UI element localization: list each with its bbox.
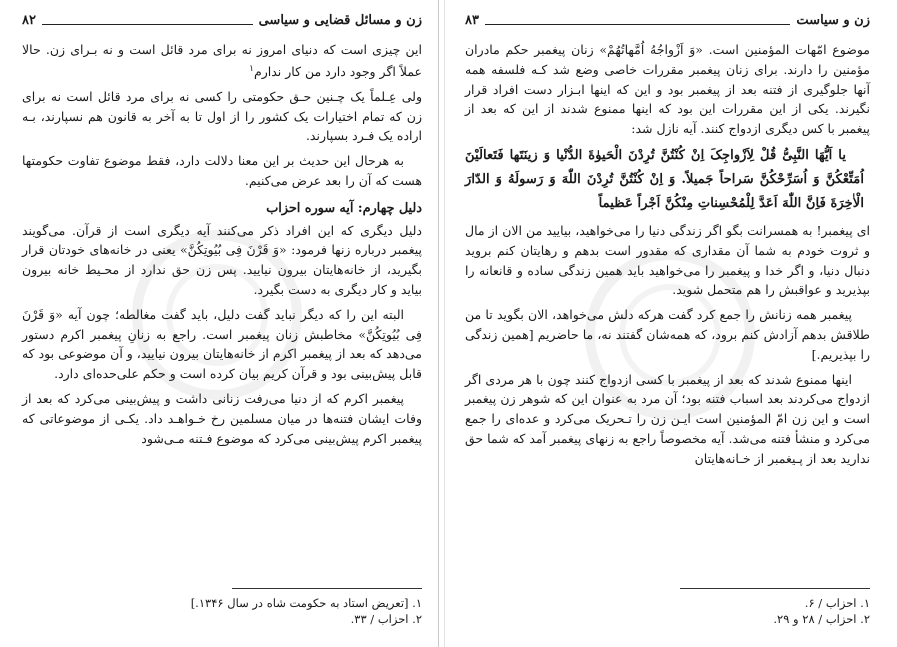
paragraph: ای پیغمبر! به همسرانت بگو اگر زندگی دنیا را می‌خواهید، بیایید من الان از مال و ثروت خودم به شما آن مقداری که مقدور است بدهم و رهایتان کنم بروید دنبال دنیا، و اگر خدا و پیغمبر را می‌خواهید باید همین زندگی ساده و قانعانه را بپذیرید و عواقبش را هم متحمل شوید. bbox=[465, 222, 870, 298]
footnotes bbox=[465, 588, 870, 627]
footnote: ۱. [تعریض استاد به حکومت شاه در سال ۱۳۴۶.] bbox=[190, 596, 422, 610]
footnote: ۲. احزاب / ۳۳. bbox=[350, 612, 422, 626]
paragraph: اینها ممنوع شدند که بعد از پیغمبر با کسی ازدواج کنند چون با هر مردی اگر ازدواج می‌کردند بعد اسباب فتنه بود؛ آن مرد به عنوان این که شوهر زن پیغمبر است و این زن امّ المؤمنین است ایـن زن را تـحریک می‌کرد و عده‌ای را جمع می‌کرد و منشأ فتنه می‌شد. آیه مخصوصاً راجع به زنهای پیغمبر آمد که شما حق ندارید بعد از پـیغمبر از خـانه‌هایتان bbox=[465, 371, 870, 466]
page-number: ۸۲ bbox=[22, 12, 36, 28]
page-header bbox=[465, 10, 870, 30]
footnote: ۲. احزاب / ۲۸ و ۲۹. bbox=[773, 612, 870, 626]
header-rule bbox=[42, 16, 253, 25]
section-heading: دلیل چهارم: آیه سوره احزاب bbox=[266, 200, 422, 216]
paragraph: البته این را که دیگر نباید گفت دلیل، باید گفت مغالطه؛ چون آیه «وَ قَرْنَ فِی بُیُوتِکُنَّ» مخاطبش زنان پیغمبر است. راجع به زنانِ پیغمبر اکرم دستور می‌دهد که بعد از پیغمبر اکرم از خانه‌هایتان بیرون نیایید، و آن موضوعی بود که قابل پیش‌بینی بود و قرآن کریم بیان کرده است و حکم علی‌حده‌ای دارد. bbox=[21, 306, 422, 382]
quran-verse: یا اَیُّهَا النَّبِیُّ قُلْ لِاَزْواجِکَ اِنْ کُنْتُنَّ تُرِدْنَ الْحَیوٰةَ الدُّنْیا وَ زینَتَها فَتَعالَیْنَ اُمَتِّعْکُنَّ وَ اُسَرِّحْکُنَّ سَراحاً جَمیلاً. وَ اِنْ کُنْتُنَّ تُرِدْنَ اللّٰهَ وَ رَسولَهُ وَ الدّارَ الْاٰخِرَةَ فَاِنَّ اللّٰهَ اَعَدَّ لِلْمُحْسِناتِ مِنْکُنَّ اَجْراً عَظیماً bbox=[465, 147, 864, 211]
footnote: ۱. احزاب / ۶. bbox=[804, 596, 870, 610]
paragraph: پیغمبر اکرم که از دنیا می‌رفت زنانی داشت و پیش‌بینی می‌کرد که بعد از وفات ایشان فتنه‌ها در میان مسلمین رخ خـواهـد داد. یکـی از موضوعاتی که پیغمبر اکرم پیش‌بینی می‌کرد که موضوع فـتنه مـی‌شود bbox=[22, 390, 422, 446]
paragraph: پیغمبر همه زنانش را جمع کرد گفت هرکه دلش می‌خواهد، الان بگوید تا من طلاقش بدهم آزادش کنم برود، که همه‌شان گفتند نه، ما حاضریم [همین زندگی را بپذیریم.] bbox=[465, 307, 870, 362]
page-header bbox=[22, 10, 422, 30]
running-title: زن و سیاست bbox=[796, 12, 870, 28]
paragraph: این چیزی است که دنیای امروز نه برای مرد قائل است و نه بـرای زن. حالا عملاً اگر وجود دارد من کار ندارم$^۱$ bbox=[22, 42, 422, 79]
paragraph: به هرحال این حدیث بر این معنا دلالت دارد، فقط موضوع تفاوت حکومتها هست که آن را بعد عرض می‌کنیم. bbox=[22, 153, 422, 188]
footnote-rule bbox=[232, 588, 422, 589]
page-body bbox=[465, 40, 870, 577]
running-title: زن و مسائل قضایی و سیاسی bbox=[258, 12, 422, 28]
footnote-rule bbox=[680, 588, 870, 589]
right-page bbox=[465, 0, 870, 647]
header-rule bbox=[485, 16, 790, 25]
gutter-line bbox=[444, 0, 445, 647]
page-body bbox=[22, 40, 422, 577]
paragraph: ولی عِـلماً یک چـنین حـق حکومتی را کسی نه برای مرد قائل است نه برای زن که تمام اختیارات یک کشور را از اول تا به آخر به قانون هم نسپارند، بـه اراده یک فـرد بسپارند. bbox=[22, 88, 422, 144]
paragraph: دلیل دیگری که این افراد ذکر می‌کنند آیه دیگری است از قرآن. می‌گویند پیغمبر درباره زنها فرمود: «وَ قَرْنَ فِی بُیُوتِکُنَّ» یعنی در خانه‌های خودتان قرار بگیرید، از خانه‌هایتان بیرون نیایید. پس زن حق ندارد از محـیط خانه بیرون بیاید و کار دیگری به دست بگیرد. bbox=[22, 222, 422, 297]
left-page bbox=[22, 0, 422, 647]
gutter-line bbox=[438, 0, 439, 647]
footnotes bbox=[22, 588, 422, 627]
paragraph: موضوع امّهات المؤمنین است. «وَ اَزْواجُهُ اُمَّهاتُهُمْ» زنان پیغمبر حکم مادران مؤمنین را دارند. برای زنان پیغمبر مقررات خاصی وضع شد کـه فلسفه همه آنها جلوگیری از فتنه بعد از پیغمبر بود و این که اینها ابـزار دست افراد قرار نگیرند. یکی از این مقررات این بود که اینها ممنوع شدند از این که بعد از پیغمبر با کس دیگری ازدواج کنند. آیه نازل شد: bbox=[465, 42, 870, 137]
page-number: ۸۳ bbox=[465, 12, 479, 28]
